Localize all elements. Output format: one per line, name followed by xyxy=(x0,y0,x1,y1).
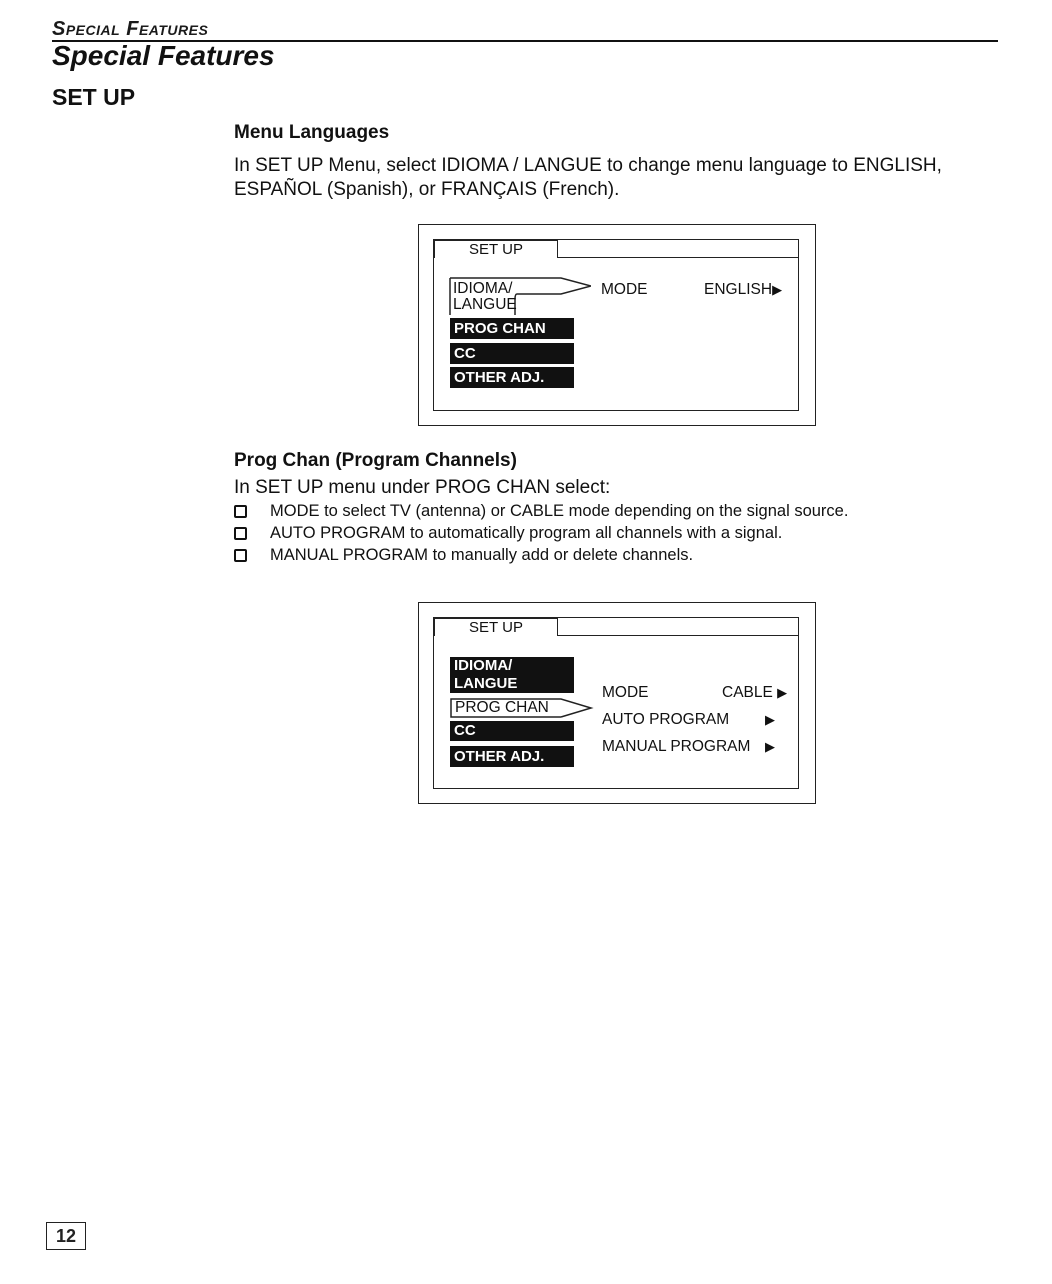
prog-chan-bullet-list xyxy=(234,500,848,566)
menu-item-idioma[interactable]: IDIOMA/ xyxy=(450,657,574,675)
option-mode-row[interactable] xyxy=(722,684,787,702)
right-arrow-icon: ▶ xyxy=(772,282,783,297)
menu-item-other-adj[interactable]: OTHER ADJ. xyxy=(450,746,574,767)
right-arrow-icon: ▶ xyxy=(765,739,775,754)
menu-item-langue[interactable]: LANGUE xyxy=(450,675,574,693)
option-mode-value: ENGLISH xyxy=(704,281,773,298)
menu-item-cc[interactable]: CC xyxy=(450,343,574,364)
page-title: Special Features xyxy=(52,40,275,71)
prog-chan-intro: In SET UP menu under PROG CHAN select: xyxy=(234,477,611,498)
menu-item-langue[interactable]: LANGUE xyxy=(453,296,517,313)
menu-languages-body-line1: In SET UP Menu, select IDIOMA / LANGUE to change menu language to ENGLISH, xyxy=(234,155,942,176)
screen-tab-setup: SET UP xyxy=(434,240,558,258)
running-head: Special Features xyxy=(52,18,209,40)
option-mode-value: CABLE xyxy=(722,684,773,701)
option-mode-label: MODE xyxy=(601,281,648,298)
menu-item-idioma[interactable]: IDIOMA/ xyxy=(453,280,513,297)
right-arrow-icon: ▶ xyxy=(765,712,775,727)
menu-item-cc[interactable]: CC xyxy=(450,721,574,741)
menu-languages-body-line2: ESPAÑOL (Spanish), or FRANÇAIS (French). xyxy=(234,179,620,200)
list-item: MANUAL PROGRAM to manually add or delete channels. xyxy=(234,544,848,566)
prog-chan-heading: Prog Chan (Program Channels) xyxy=(234,450,517,471)
screen-tab-setup: SET UP xyxy=(434,618,558,636)
menu-item-other-adj[interactable]: OTHER ADJ. xyxy=(450,367,574,388)
menu-item-prog-chan[interactable]: PROG CHAN xyxy=(455,699,549,716)
menu-languages-heading: Menu Languages xyxy=(234,122,390,143)
right-arrow-icon: ▶ xyxy=(777,685,788,700)
setup-menu-screen-prog-chan xyxy=(418,602,816,804)
option-auto-program[interactable]: AUTO PROGRAM xyxy=(602,711,730,728)
page-number: 12 xyxy=(46,1222,86,1250)
menu-item-prog-chan[interactable]: PROG CHAN xyxy=(450,318,574,339)
checkbox-bullet-icon xyxy=(234,549,247,562)
section-title: SET UP xyxy=(52,84,136,110)
option-mode-label: MODE xyxy=(602,684,649,701)
checkbox-bullet-icon xyxy=(234,527,247,540)
option-mode-row[interactable] xyxy=(704,281,782,299)
list-item: MODE to select TV (antenna) or CABLE mode depending on the signal source. xyxy=(234,500,848,522)
list-item: AUTO PROGRAM to automatically program all channels with a signal. xyxy=(234,522,848,544)
option-manual-program[interactable]: MANUAL PROGRAM xyxy=(602,738,751,755)
setup-menu-screen-language xyxy=(418,224,816,426)
checkbox-bullet-icon xyxy=(234,505,247,518)
